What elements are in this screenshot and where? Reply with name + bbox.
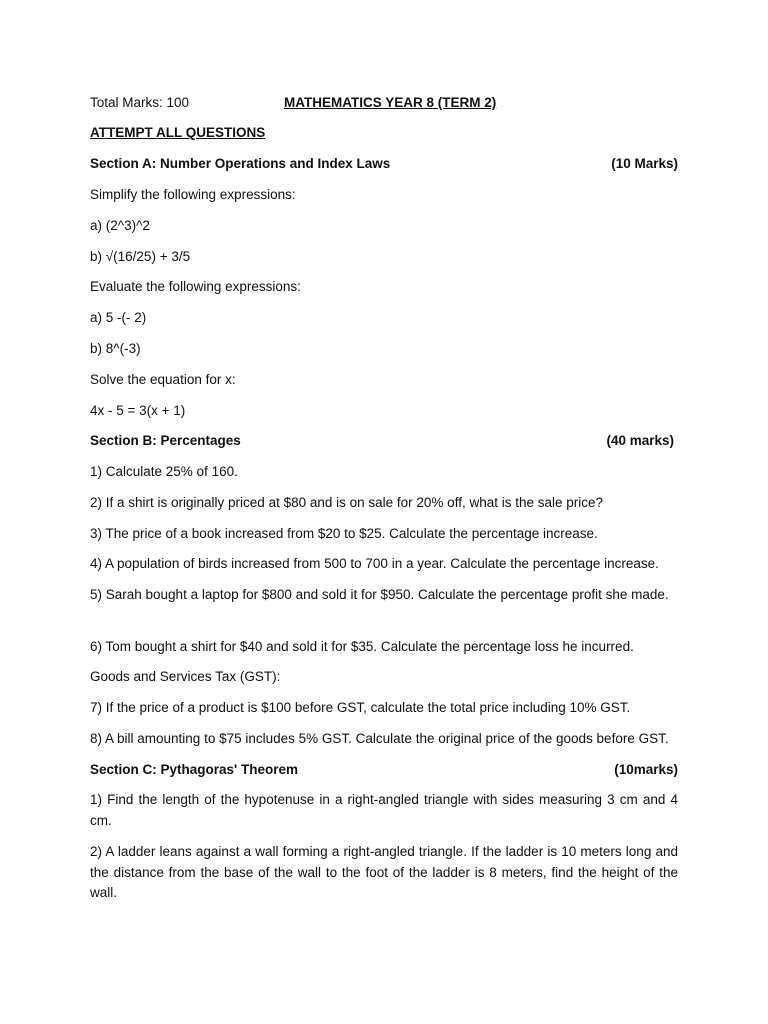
equation: 4x - 5 = 3(x + 1) xyxy=(90,403,186,418)
section-c-q2: 2) A ladder leans against a wall forming a right-angled triangle. If the ladder is 10 meters long and the distance from the base of the wall to the foot of the ladder is 8 meters, find the height of the wall. xyxy=(90,844,678,900)
solve-prompt: Solve the equation for x: xyxy=(90,372,236,387)
exam-title: MATHEMATICS YEAR 8 (TERM 2) xyxy=(284,95,497,110)
section-b-q1: 1) Calculate 25% of 160. xyxy=(90,464,238,479)
section-b-marks: (40 marks) xyxy=(606,433,674,448)
section-c-q1: 1) Find the length of the hypotenuse in a right-angled triangle with sides measuring 3 cm and 4 cm. xyxy=(90,792,678,828)
section-a-heading: Section A: Number Operations and Index Laws xyxy=(90,156,391,171)
section-b-q5: 5) Sarah bought a laptop for $800 and sold it for $950. Calculate the percentage profit she made. xyxy=(90,587,669,602)
section-c-heading-row xyxy=(90,760,678,780)
section-b-heading-row xyxy=(90,431,678,451)
evaluate-b: b) 8^(-3) xyxy=(90,341,141,356)
evaluate-a: a) 5 -(- 2) xyxy=(90,310,147,325)
section-a-marks: (10 Marks) xyxy=(611,156,678,171)
section-b-heading: Section B: Percentages xyxy=(90,433,241,448)
gst-heading: Goods and Services Tax (GST): xyxy=(90,669,281,684)
total-marks: Total Marks: 100 xyxy=(90,95,190,110)
section-b-q3: 3) The price of a book increased from $20 to $25. Calculate the percentage increase. xyxy=(90,526,598,541)
simplify-prompt: Simplify the following expressions: xyxy=(90,187,296,202)
instruction: ATTEMPT ALL QUESTIONS xyxy=(90,125,266,140)
section-c-heading: Section C: Pythagoras' Theorem xyxy=(90,762,299,777)
simplify-a: a) (2^3)^2 xyxy=(90,218,150,233)
section-b-q8: 8) A bill amounting to $75 includes 5% GST. Calculate the original price of the goods before GST. xyxy=(90,731,669,746)
section-b-q2: 2) If a shirt is originally priced at $80 and is on sale for 20% off, what is the sale price? xyxy=(90,495,604,510)
section-c-marks: (10marks) xyxy=(614,762,678,777)
header-row xyxy=(90,93,678,113)
section-b-q6: 6) Tom bought a shirt for $40 and sold it for $35. Calculate the percentage loss he incurred. xyxy=(90,639,634,654)
section-b-q4: 4) A population of birds increased from 500 to 700 in a year. Calculate the percentage increase. xyxy=(90,556,659,571)
section-b-q7: 7) If the price of a product is $100 before GST, calculate the total price including 10% GST. xyxy=(90,700,631,715)
section-a-heading-row xyxy=(90,154,678,174)
evaluate-prompt: Evaluate the following expressions: xyxy=(90,279,301,294)
simplify-b: b) √(16/25) + 3/5 xyxy=(90,249,191,264)
